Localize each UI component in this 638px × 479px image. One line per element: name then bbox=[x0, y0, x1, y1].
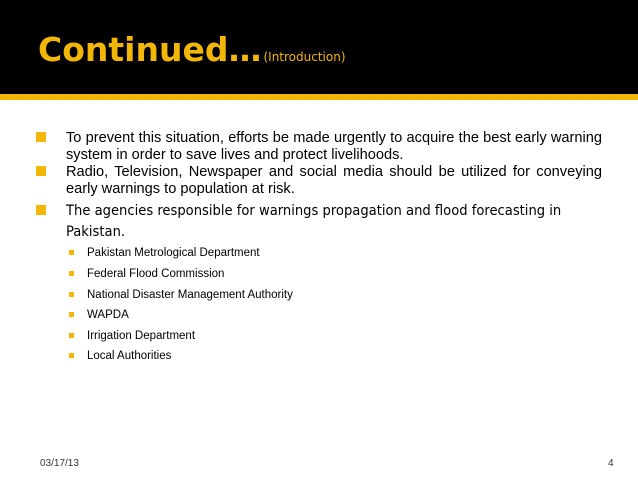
sub-bullet-text: National Disaster Management Authority bbox=[87, 289, 293, 301]
square-bullet-icon bbox=[69, 333, 74, 338]
sub-bullet-item-3 bbox=[87, 288, 293, 302]
slide-title-main: Continued… bbox=[38, 30, 262, 69]
sub-bullet-text: Local Authorities bbox=[87, 350, 172, 362]
bullet-item-2 bbox=[66, 164, 602, 197]
square-bullet-icon bbox=[36, 132, 46, 142]
footer-date: 03/17/13 bbox=[40, 458, 79, 469]
sub-bullet-text: Pakistan Metrological Department bbox=[87, 247, 260, 259]
title-divider bbox=[0, 94, 638, 100]
sub-bullet-item-1 bbox=[87, 246, 260, 260]
sub-bullet-text: WAPDA bbox=[87, 309, 129, 321]
page-number: 4 bbox=[608, 458, 614, 469]
square-bullet-icon bbox=[36, 166, 46, 176]
square-bullet-icon bbox=[69, 250, 74, 255]
sub-bullet-item-4 bbox=[87, 308, 129, 322]
sub-bullet-item-6 bbox=[87, 349, 171, 363]
sub-bullet-item-2 bbox=[87, 267, 224, 281]
sub-bullet-text: Irrigation Department bbox=[87, 330, 196, 342]
sub-bullet-text: Federal Flood Commission bbox=[87, 268, 225, 280]
bullet-text: The agencies responsible for warnings propagation and flood forecasting in Pakistan. bbox=[66, 202, 562, 240]
sub-bullet-item-5 bbox=[87, 329, 195, 343]
slide-title-subtitle: (Introduction) bbox=[263, 50, 346, 64]
square-bullet-icon bbox=[69, 353, 74, 358]
square-bullet-icon bbox=[69, 292, 74, 297]
title-bar bbox=[0, 0, 638, 94]
bullet-text: Radio, Television, Newspaper and social media should be utilized for conveying early warnings to population at risk. bbox=[66, 164, 602, 197]
bullet-item-3 bbox=[66, 200, 606, 242]
square-bullet-icon bbox=[36, 205, 46, 215]
slide-title bbox=[38, 30, 346, 77]
bullet-text: To prevent this situation, efforts be made urgently to acquire the best early warning system in order to save lives and protect livelihoods. bbox=[66, 130, 602, 163]
square-bullet-icon bbox=[69, 312, 74, 317]
square-bullet-icon bbox=[69, 271, 74, 276]
bullet-item-1 bbox=[66, 130, 602, 163]
